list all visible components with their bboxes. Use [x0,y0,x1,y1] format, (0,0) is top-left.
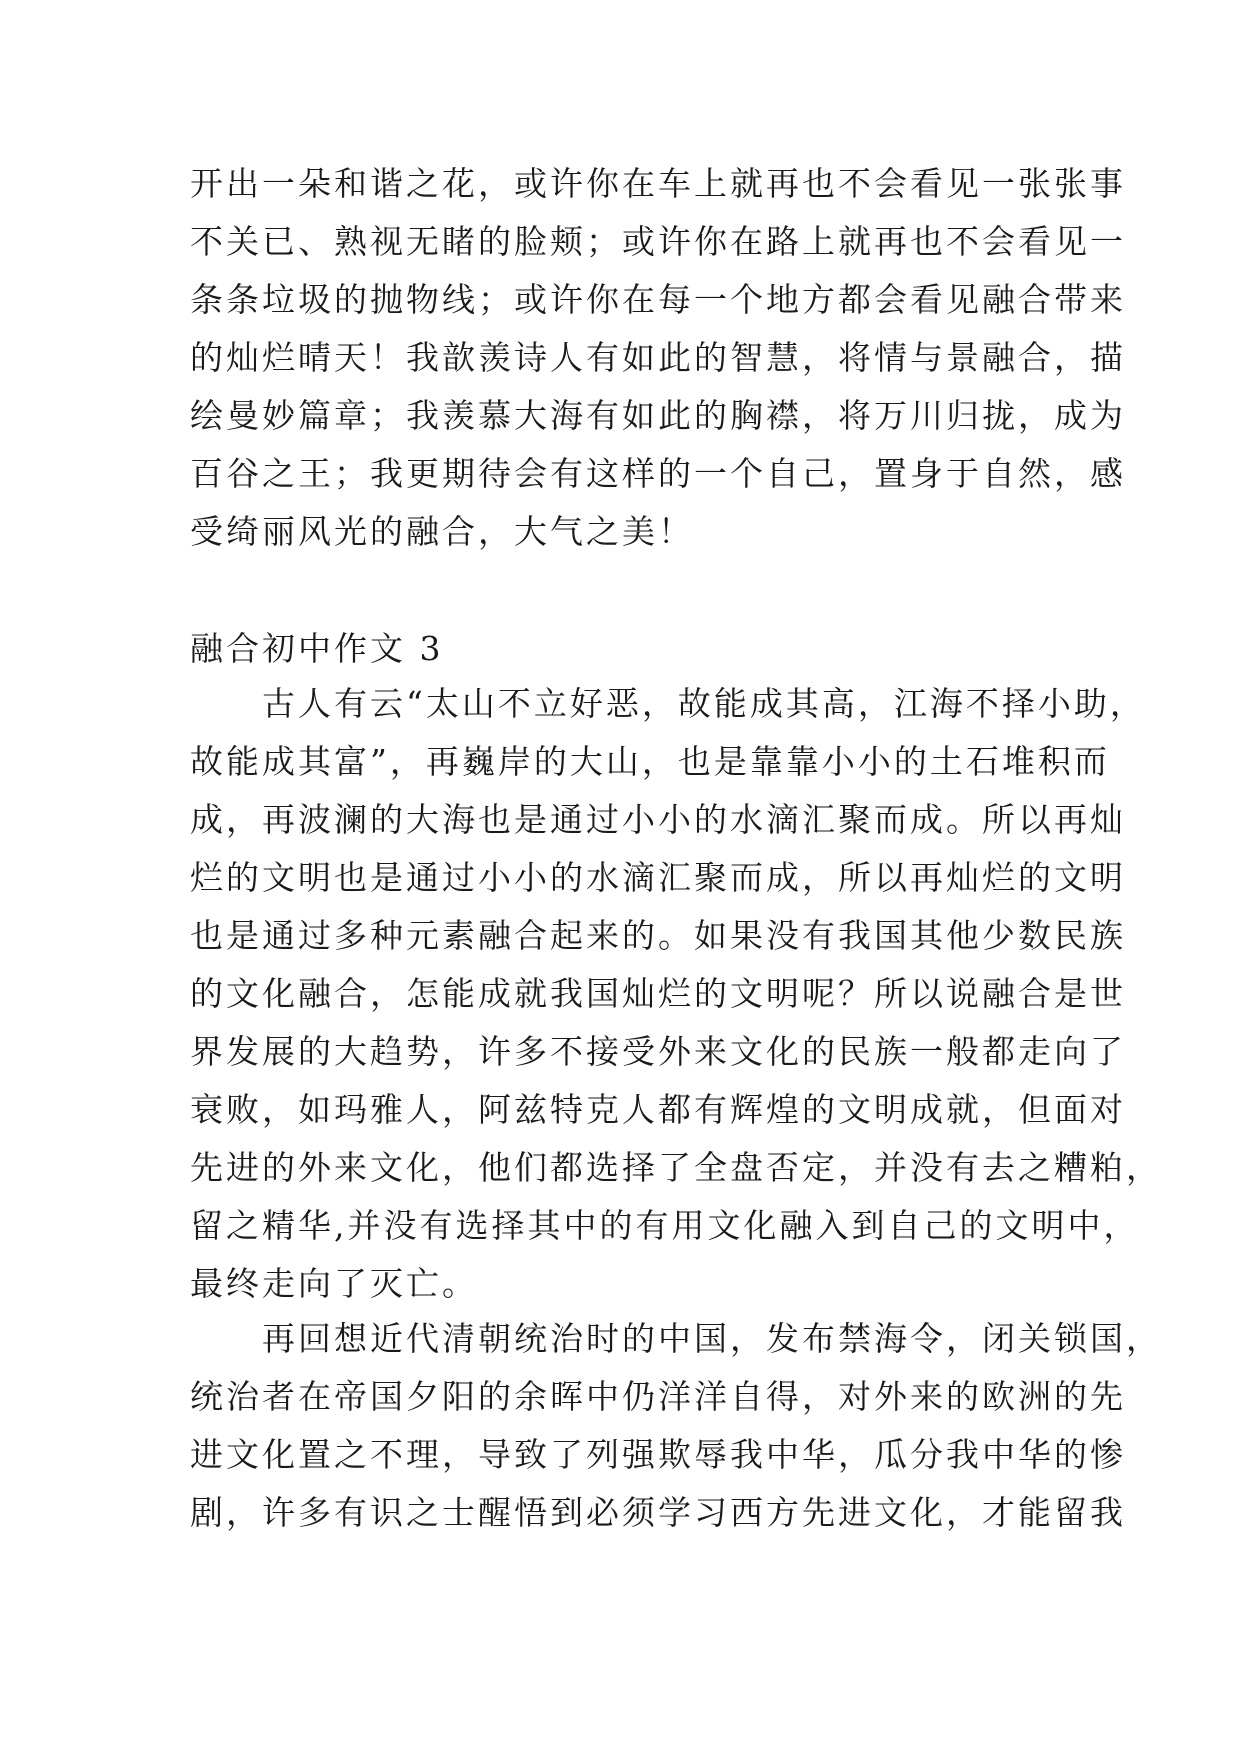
text-line: 百谷之王；我更期待会有这样的一个自己，置身于自然，感 [190,454,1126,493]
top-paragraph [190,155,1126,561]
section-title: 融合初中作文 3 [190,629,444,668]
text-line: 烂的文明也是通过小小的水滴汇聚而成，所以再灿烂的文明 [190,858,1126,897]
text-line: 界发展的大趋势，许多不接受外来文化的民族一般都走向了 [190,1032,1126,1071]
paragraph-1 [190,675,1162,1313]
text-line: 剧，许多有识之士醒悟到必须学习西方先进文化，才能留我 [190,1493,1126,1532]
text-line: 也是通过多种元素融合起来的。如果没有我国其他少数民族 [190,916,1126,955]
text-line: 古人有云“太山不立好恶，故能成其高，江海不择小助， [190,684,1146,723]
text-line: 进文化置之不理，导致了列强欺辱我中华，瓜分我中华的惨 [190,1435,1126,1474]
text-line: 成，再波澜的大海也是通过小小的水滴汇聚而成。所以再灿 [190,800,1126,839]
text-line: 留之精华,并没有选择其中的有用文化融入到自己的文明中， [190,1206,1140,1245]
text-line: 衰败，如玛雅人，阿兹特克人都有辉煌的文明成就，但面对 [190,1090,1126,1129]
text-line: 统治者在帝国夕阳的余晖中仍洋洋自得，对外来的欧洲的先 [190,1377,1126,1416]
text-line: 条条垃圾的抛物线；或许你在每一个地方都会看见融合带来 [190,280,1126,319]
text-line: 受绮丽风光的融合，大气之美！ [190,512,694,551]
text-line: 开出一朵和谐之花，或许你在车上就再也不会看见一张张事 [190,164,1126,203]
section-title-block [190,620,1060,678]
text-line: 的文化融合，怎能成就我国灿烂的文明呢？所以说融合是世 [190,974,1126,1013]
text-line: 的灿烂晴天！我歆羡诗人有如此的智慧，将情与景融合，描 [190,338,1126,377]
text-line: 再回想近代清朝统治时的中国，发布禁海令，闭关锁国， [190,1319,1162,1358]
text-line: 先进的外来文化，他们都选择了全盘否定，并没有去之糟粕， [190,1148,1162,1187]
text-line: 绘曼妙篇章；我羡慕大海有如此的胸襟，将万川归拢，成为 [190,396,1126,435]
text-line: 不关已、熟视无睹的脸颊；或许你在路上就再也不会看见一 [190,222,1126,261]
text-line: 故能成其富”，再巍岸的大山，也是靠靠小小的土石堆积而 [190,742,1110,781]
paragraph-2 [190,1310,1162,1542]
text-line: 最终走向了灭亡。 [190,1264,478,1303]
